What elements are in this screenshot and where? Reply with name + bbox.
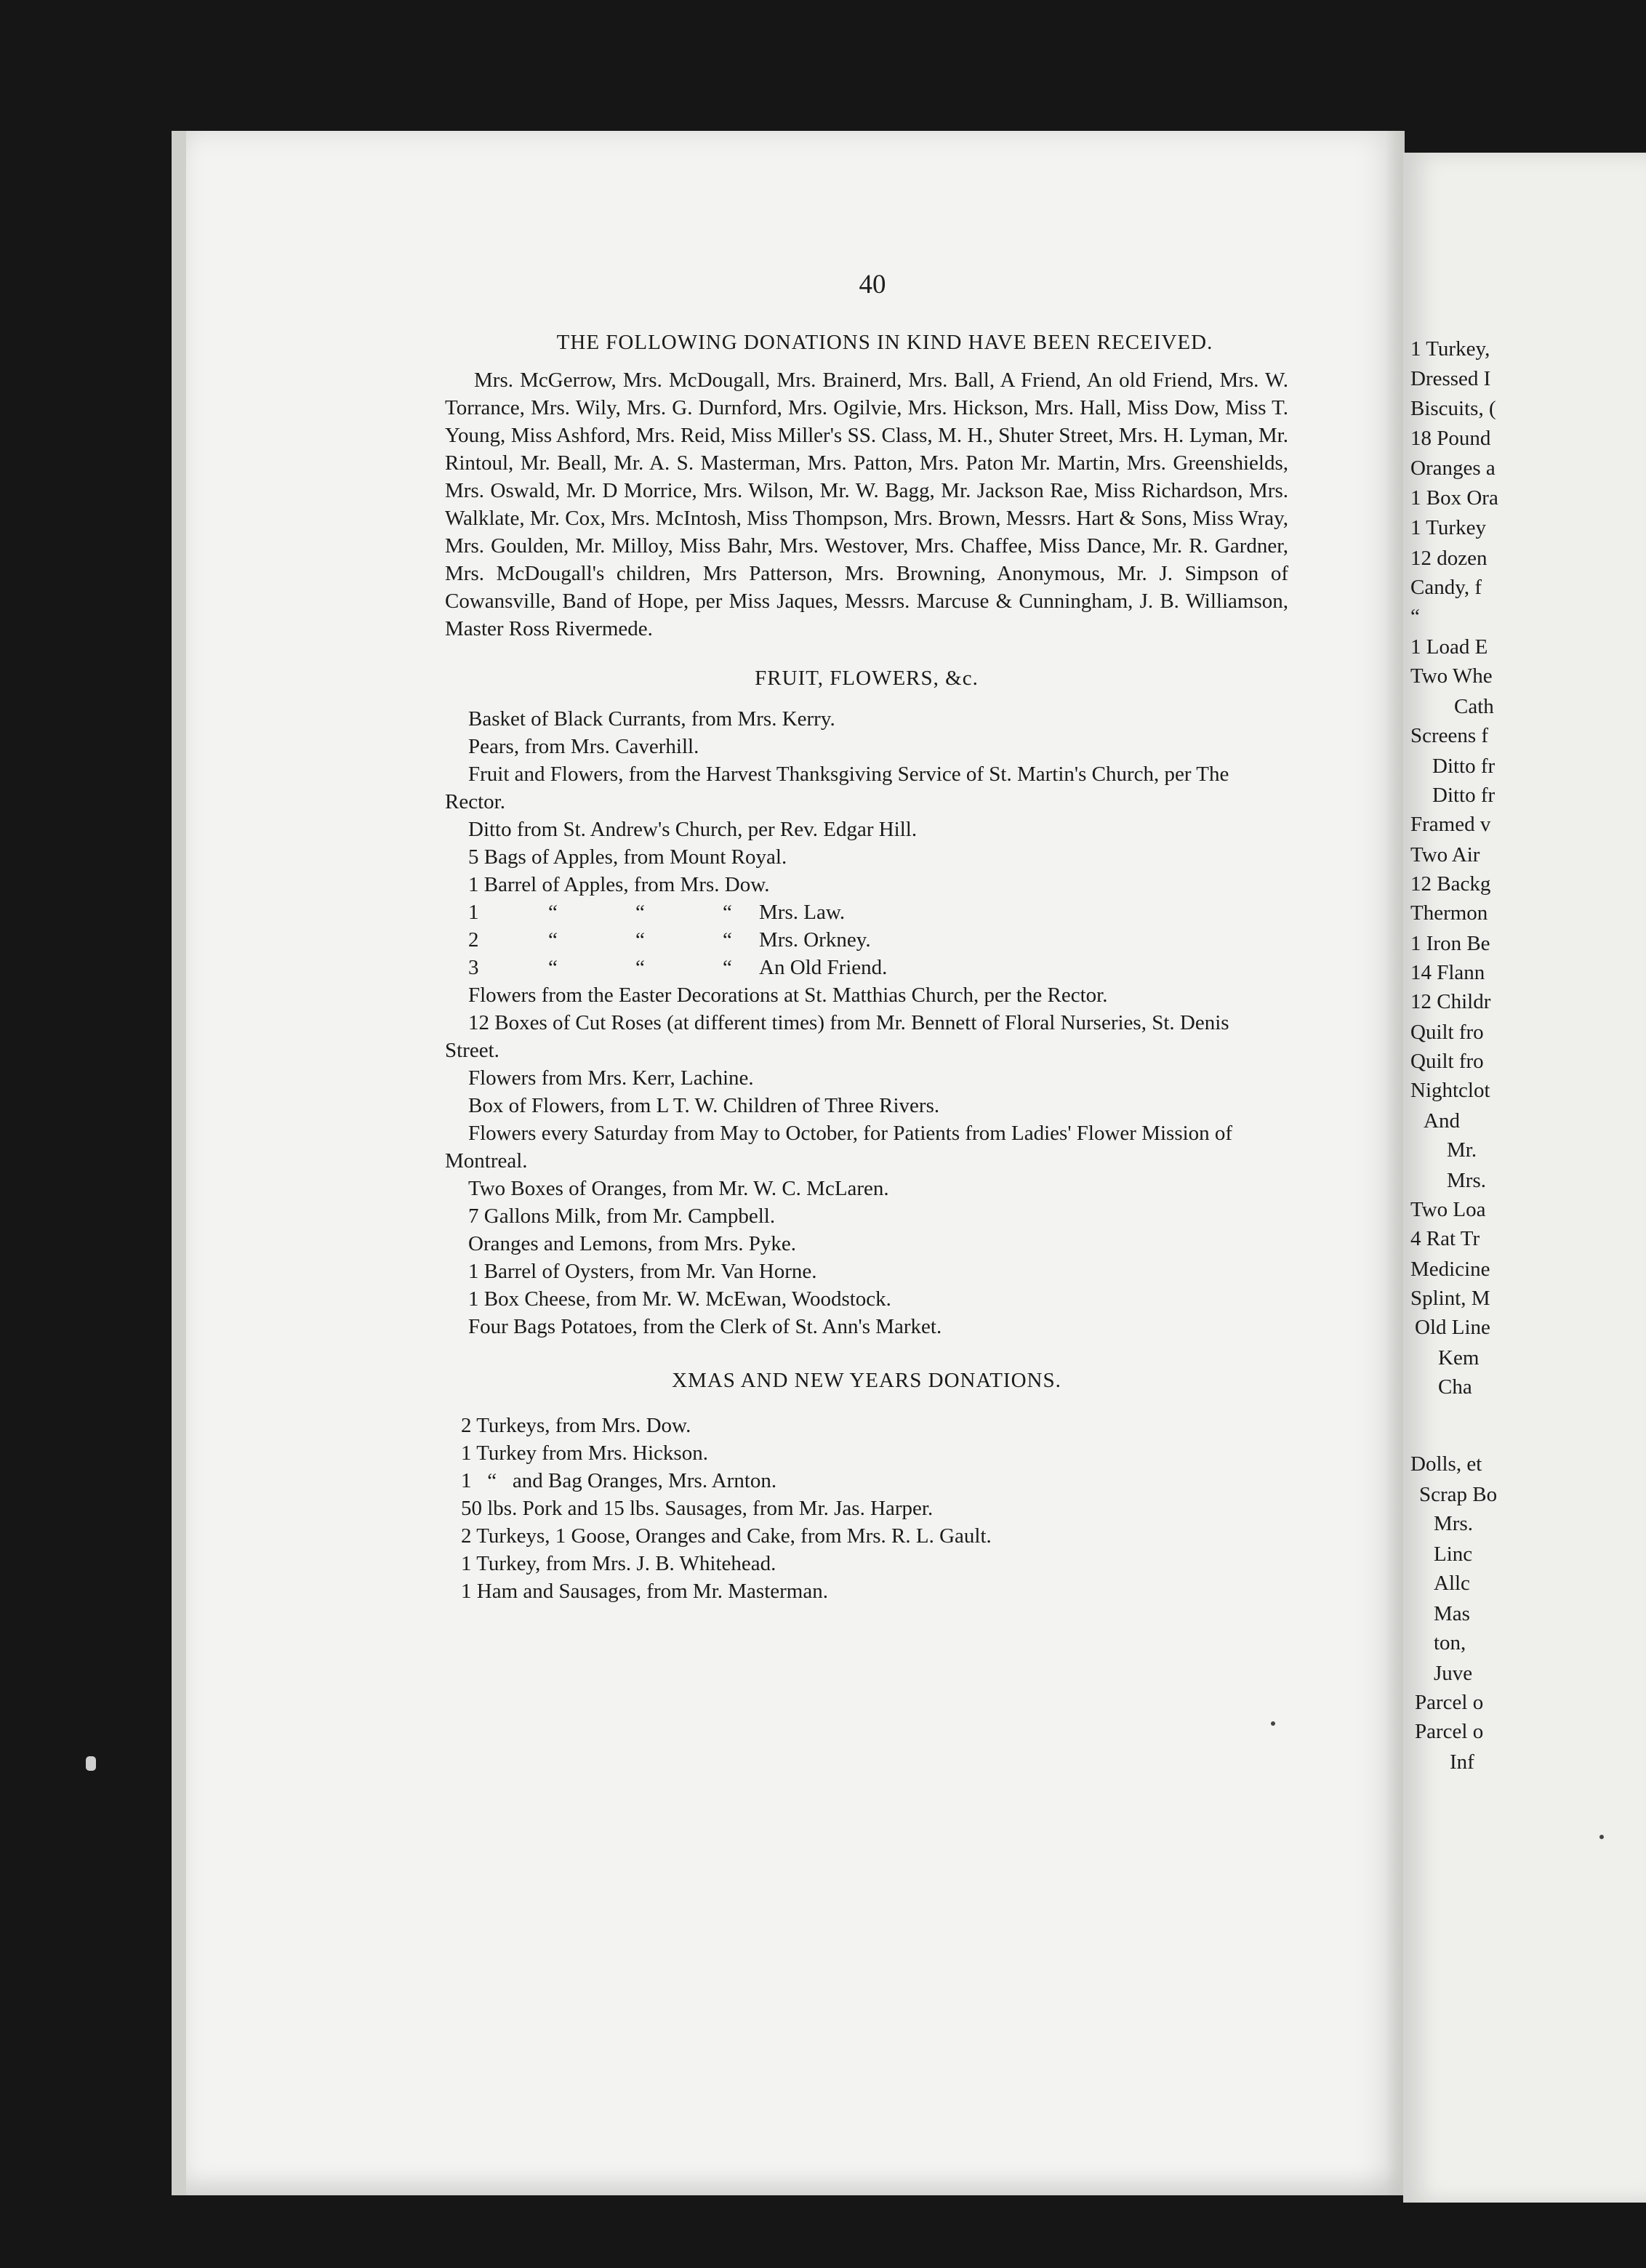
right-page-line: Mr.	[1447, 1138, 1477, 1162]
donors-paragraph: Mrs. McGerrow, Mrs. McDougall, Mrs. Brainerd, Mrs. Ball, A Friend, An old Friend, Mrs. W. Torrance, Mrs. Wily, Mrs. G. Durnford, Mrs. Ogilvie, Mrs. Hickson, Mrs. Hall, Miss Dow, Miss T. Young, Miss Ashford, Mrs. Reid, Miss Miller's SS. Class, M. H., Shuter Street, Mrs. H. Lyman, Mr. Rintoul, Mr. Beall, Mr. A. S. Masterman, Mrs. Patton, Mrs. Paton Mr. Martin, Mrs. Greenshields, Mrs. Oswald, Mr. D Morrice, Mrs. Wilson, Mr. W. Bagg, Mr. Jackson Rae, Miss Richardson, Mrs. Walklate, Mr. Cox, Mrs. McIntosh, Miss Thompson, Mrs. Brown, Messrs. Hart & Sons, Miss Wray, Mrs. Goulden, Mr. Milloy, Miss Bahr, Mrs. Westover, Mrs. Chaffee, Miss Dance, Mr. R. Gardner, Mrs. McDougall's children, Mrs Patterson, Mrs. Browning, Anonymous, Mr. J. Simpson of Cowansville, Band of Hope, per Miss Jaques, Messrs. Marcuse & Cunningham, J. B. Williamson, Master Ross Rivermede.	[445, 369, 1288, 640]
right-page-line: Thermon	[1410, 901, 1488, 925]
right-page-line: Mrs.	[1434, 1512, 1473, 1535]
right-page-line: Cath	[1454, 695, 1494, 718]
list-item: Flowers every Saturday from May to October, for Patients from Ladies' Flower Mission of Montreal.	[445, 1122, 1233, 1173]
ink-speck	[1599, 1835, 1604, 1839]
ditto-mark: “	[723, 956, 732, 979]
right-page-line: ton,	[1434, 1631, 1466, 1654]
ditto-row	[445, 954, 1288, 981]
right-page-line: Quilt fro	[1410, 1050, 1484, 1073]
xmas-list	[445, 1412, 1288, 1605]
list-item: 1 Box Cheese, from Mr. W. McEwan, Woodstock.	[468, 1287, 891, 1311]
list-item: Two Boxes of Oranges, from Mr. W. C. McLaren.	[468, 1177, 889, 1200]
right-page-line: 1 Turkey	[1410, 516, 1486, 539]
ink-speck	[1271, 1721, 1275, 1726]
ditto-from: Mrs. Law.	[759, 901, 846, 924]
ditto-from: An Old Friend.	[759, 956, 888, 979]
right-page-line: Two Air	[1410, 843, 1480, 866]
list-item: 7 Gallons Milk, from Mr. Campbell.	[468, 1205, 776, 1228]
ditto-mark: “	[723, 928, 732, 952]
right-page-line: Framed v	[1410, 813, 1491, 836]
ditto-mark: “	[548, 901, 558, 924]
page-content	[445, 329, 1288, 1605]
right-page-line: 12 dozen	[1410, 547, 1488, 570]
right-page-line: Linc	[1434, 1543, 1473, 1566]
list-item: Box of Flowers, from L T. W. Children of Three Rivers.	[468, 1094, 940, 1117]
ditto-mark: “	[635, 956, 645, 979]
right-page-line: 1 Turkey,	[1410, 337, 1490, 361]
right-page-line: Nightclot	[1410, 1079, 1490, 1102]
ditto-mark: “	[548, 956, 558, 979]
list-item: 1 Turkey from Mrs. Hickson.	[461, 1441, 708, 1465]
list-item: 1 “ and Bag Oranges, Mrs. Arnton.	[461, 1469, 777, 1492]
fruit-flowers-heading: FRUIT, FLOWERS, &c.	[755, 667, 979, 690]
right-page-line: Ditto fr	[1432, 784, 1496, 807]
list-item: Pears, from Mrs. Caverhill.	[468, 735, 699, 758]
right-page-line: 1 Load E	[1410, 635, 1488, 659]
list-item: Four Bags Potatoes, from the Clerk of St. Ann's Market.	[468, 1315, 942, 1338]
right-page-line: Mas	[1434, 1602, 1470, 1625]
ditto-mark: “	[635, 901, 645, 924]
list-item: 5 Bags of Apples, from Mount Royal.	[468, 845, 787, 869]
right-page-line: 12 Backg	[1410, 872, 1491, 896]
right-page-line: 1 Box Ora	[1410, 486, 1498, 510]
ditto-qty: 3	[468, 956, 479, 979]
right-page-line: Quilt fro	[1410, 1021, 1484, 1044]
right-page-line: Two Loa	[1410, 1198, 1486, 1221]
right-page-line: Screens f	[1410, 724, 1489, 747]
right-page-line: Ditto fr	[1432, 755, 1496, 778]
right-page-line: Parcel o	[1415, 1691, 1484, 1714]
list-item: 2 Turkeys, from Mrs. Dow.	[461, 1414, 691, 1437]
right-page-line: 1 Iron Be	[1410, 932, 1490, 955]
right-page-line: 14 Flann	[1410, 961, 1485, 984]
right-page-line: 4 Rat Tr	[1410, 1227, 1480, 1250]
ditto-from: Mrs. Orkney.	[759, 928, 871, 952]
right-page-line: Biscuits, (	[1410, 397, 1496, 420]
list-item: 1 Turkey, from Mrs. J. B. Whitehead.	[461, 1552, 776, 1575]
list-item: 2 Turkeys, 1 Goose, Oranges and Cake, from Mrs. R. L. Gault.	[461, 1524, 992, 1548]
right-page-line: Splint, M	[1410, 1287, 1490, 1310]
list-item: 1 Barrel of Apples, from Mrs. Dow.	[468, 873, 770, 896]
right-page-line: Juve	[1434, 1662, 1473, 1685]
right-page-line: And	[1424, 1109, 1460, 1133]
right-page-line: Cha	[1438, 1375, 1472, 1399]
right-page-line: 12 Childr	[1410, 990, 1491, 1013]
right-page-line: Inf	[1450, 1750, 1474, 1774]
list-item: 1 Ham and Sausages, from Mr. Masterman.	[461, 1580, 828, 1603]
right-page-line: Parcel o	[1415, 1720, 1484, 1743]
list-item: 12 Boxes of Cut Roses (at different times) from Mr. Bennett of Floral Nurseries, St. Denis Street.	[445, 1011, 1229, 1062]
right-page-line: Medicine	[1410, 1258, 1490, 1281]
right-page-line: 18 Pound	[1410, 427, 1491, 450]
list-item: Basket of Black Currants, from Mrs. Kerry.	[468, 707, 835, 731]
list-item: Fruit and Flowers, from the Harvest Thanksgiving Service of St. Martin's Church, per The Rector.	[445, 763, 1229, 813]
ditto-row	[445, 898, 1288, 926]
right-page-line: Candy, f	[1410, 576, 1482, 599]
right-page-line: Two Whe	[1410, 664, 1493, 688]
ink-speck	[86, 1756, 96, 1771]
right-page-line: Mrs.	[1447, 1169, 1486, 1192]
right-page-fragment	[1403, 153, 1646, 2203]
list-item: Ditto from St. Andrew's Church, per Rev. Edgar Hill.	[468, 818, 918, 841]
ditto-qty: 2	[468, 928, 479, 952]
right-page-line: Oranges a	[1410, 457, 1496, 480]
right-page-line: Dressed I	[1410, 367, 1491, 390]
xmas-heading: XMAS AND NEW YEARS DONATIONS.	[672, 1369, 1061, 1392]
right-page-line: Old Line	[1415, 1316, 1490, 1339]
right-page-line: Dolls, et	[1410, 1452, 1482, 1476]
ditto-row	[445, 926, 1288, 954]
fruit-flowers-list	[445, 705, 1288, 1340]
donations-heading: THE FOLLOWING DONATIONS IN KIND HAVE BEEN RECEIVED.	[556, 331, 1213, 354]
right-page-line: Allc	[1434, 1572, 1470, 1595]
list-item: Oranges and Lemons, from Mrs. Pyke.	[468, 1232, 797, 1255]
list-item: 50 lbs. Pork and 15 lbs. Sausages, from Mr. Jas. Harper.	[461, 1497, 934, 1520]
right-page-line: Scrap Bo	[1419, 1483, 1498, 1506]
ditto-mark: “	[723, 901, 732, 924]
list-item: Flowers from the Easter Decorations at St. Matthias Church, per the Rector.	[468, 984, 1108, 1007]
ditto-qty: 1	[468, 901, 479, 924]
right-page-line: Kem	[1438, 1346, 1480, 1370]
ditto-mark: “	[548, 928, 558, 952]
list-item: 1 Barrel of Oysters, from Mr. Van Horne.	[468, 1260, 817, 1283]
right-page-line: “	[1410, 605, 1420, 628]
ditto-mark: “	[635, 928, 645, 952]
list-item: Flowers from Mrs. Kerr, Lachine.	[468, 1066, 754, 1090]
page-number: 40	[859, 270, 886, 299]
